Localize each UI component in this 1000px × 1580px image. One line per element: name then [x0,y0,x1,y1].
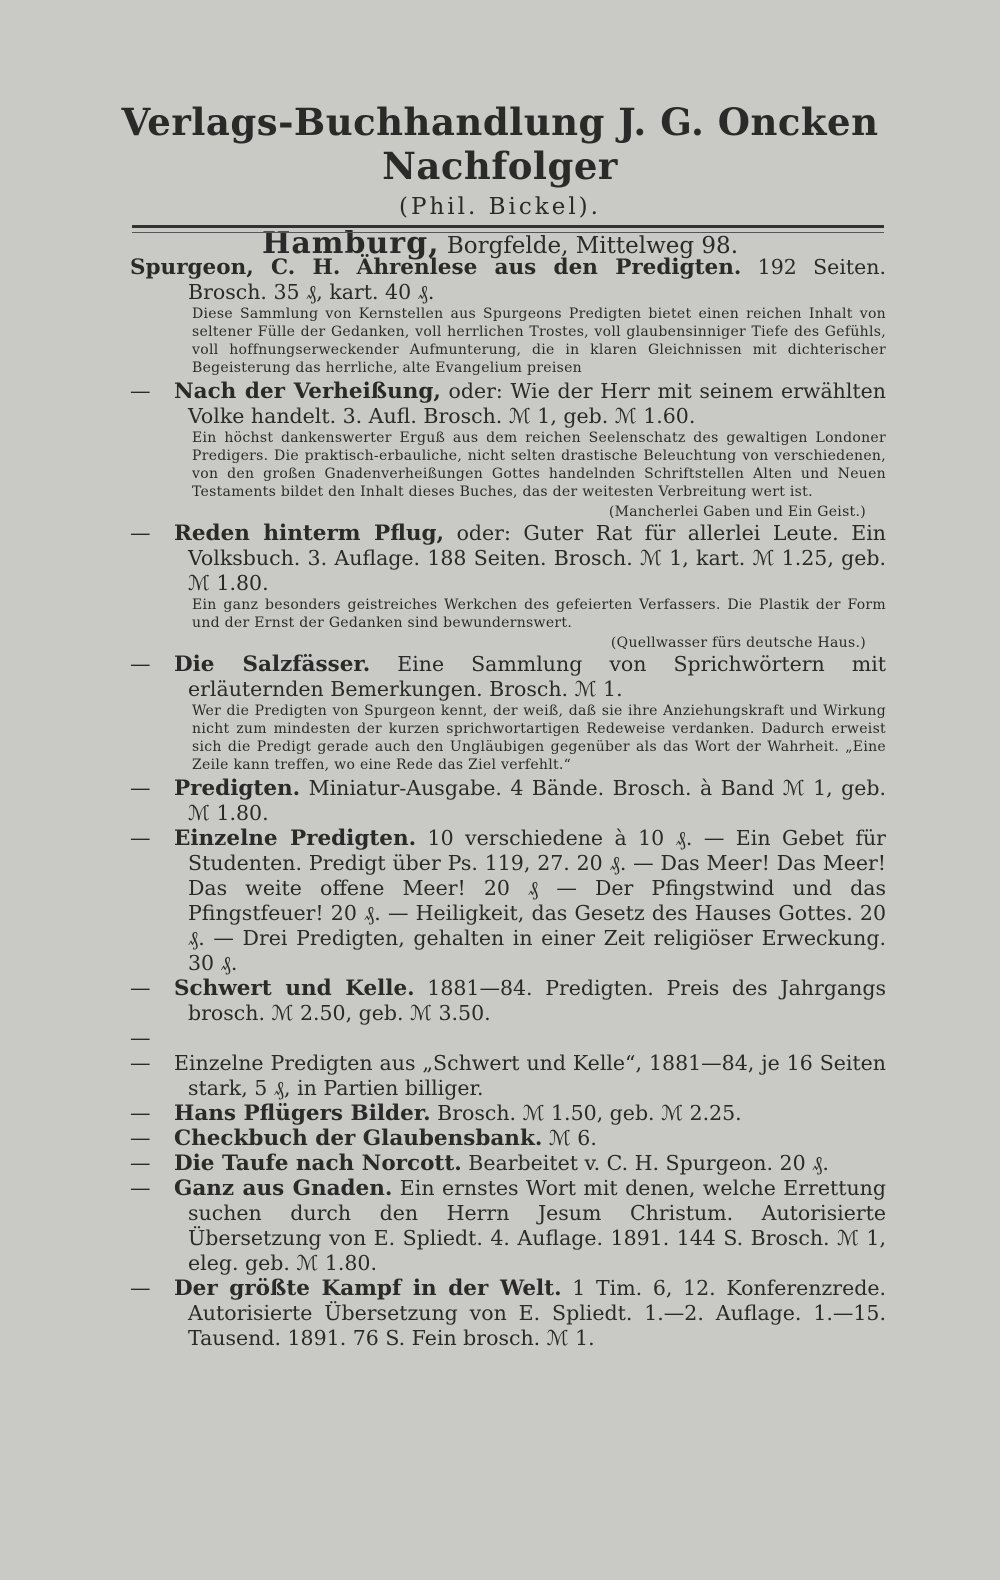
entry-main [130,1026,886,1101]
entry-dash: — [130,976,151,1000]
header-rule-thin [132,232,884,233]
book-entry [130,826,886,976]
entry-dash: — [130,652,151,676]
book-entry [130,1151,886,1176]
entry-text: Miniatur-Ausgabe. 4 Bände. Brosch. à Band ℳ 1, geb. ℳ 1.80. [188,776,886,825]
entry-main [130,776,886,826]
entry-main [130,255,886,305]
entry-title: Schwert und Kelle. [174,976,415,1001]
entry-description: Diese Sammlung von Kernstellen aus Spurgeons Predigten bietet einen reichen Inhalt von seltener Fülle der Gedanken, voll herrlichen Trostes, voll glaubensinniger Tiefe des Gefühls, voll hoffnungserweckender Aufmunterung, die in klaren Gleichnissen mit dichterischer Begeisterung das herrliche, alte Evangelium preisen [192,306,886,376]
entry-dash: — [130,379,151,403]
entry-text: 192 Seiten. Brosch. 35 ₰, kart. 40 ₰. [188,255,886,304]
entry-dash: — [130,1276,151,1300]
entry-text: 10 verschiedene à 10 ₰. — Ein Gebet für Studenten. Predigt über Ps. 119, 27. 20 ₰. — Das Meer! Das Meer! Das weite offene Meer! 20 ₰ — Der Pfingstwind und das Pfingstfeuer! 20 ₰. — Heiligkeit, das Gesetz des Hauses Gottes. 20 ₰. — Drei Predigten, gehalten in einer Zeit religiöser Erweckung. 30 ₰. [188,826,886,975]
entry-title: Der größte Kampf in der Welt. [174,1276,562,1301]
book-entry [130,976,886,1026]
publisher-street: Borgfelde, Mittelweg 98. [446,233,739,259]
book-entry [130,521,886,652]
entry-title: Ganz aus Gnaden. [174,1176,393,1201]
book-entry [130,1026,886,1101]
entry-main [130,379,886,429]
entry-title: Einzelne Predigten. [174,826,417,851]
entry-title: Die Salzfässer. [174,652,371,677]
entry-title: Die Taufe nach Norcott. [174,1151,462,1176]
entry-description: Ein höchst dankenswerter Erguß aus dem reichen Seelenschatz des gewaltigen Londoner Predigers. Die praktisch-erbauliche, nicht selten drastische Beleuchtung von verschiedenen, von den großen Gnadenverheißungen Gottes handelnden Schriftstellen Alten und Neuen Testaments bildet den Inhalt dieses Buches, das der weitesten Verbreitung wert ist. [192,430,886,500]
publisher-city: Hamburg, [261,226,440,261]
entry-text: 1881—84. Predigten. Preis des Jahrgangs brosch. ℳ 2.50, geb. ℳ 3.50. [188,976,886,1025]
entry-dash: — [130,521,151,545]
entry-title: Hans Pflügers Bilder. [174,1101,431,1126]
publisher-owner: (Phil. Bickel). [399,194,601,220]
book-entry [130,1276,886,1351]
entry-title: Ährenlese aus den Predigten. [356,255,742,280]
book-entry [130,379,886,521]
entry-text: Bearbeitet v. C. H. Spurgeon. 20 ₰. [468,1151,829,1175]
book-entry [130,255,886,377]
entry-main [130,1101,886,1126]
entry-main [130,826,886,976]
entry-main [130,1176,886,1276]
entry-main [130,652,886,702]
entry-text: Einzelne Predigten aus „Schwert und Kelle“, 1881—84, je 16 Seiten stark, 5 ₰, in Partien billiger. [174,1051,886,1100]
entry-title: Checkbuch der Glaubensbank. [174,1126,543,1151]
entry-title: Reden hinterm Pflug, [174,521,445,546]
publisher-header [0,100,1000,261]
entry-main [130,976,886,1026]
publisher-name: Verlags-Buchhandlung J. G. Oncken Nachfolger [121,100,879,188]
entry-main [130,1276,886,1351]
entry-text: Brosch. ℳ 1.50, geb. ℳ 2.25. [437,1101,742,1125]
entry-author: Spurgeon, C. H. [130,255,341,280]
entry-dash: — [130,1151,151,1175]
entry-text: oder: Guter Rat für allerlei Leute. Ein Volksbuch. 3. Auflage. 188 Seiten. Brosch. ℳ 1, kart. ℳ 1.25, geb. ℳ 1.80. [188,521,886,595]
book-entry [130,1176,886,1276]
entry-description: Ein ganz besonders geistreiches Werkchen des gefeierten Verfassers. Die Plastik der Form und der Ernst der Gedanken sind bewundernswert. [192,597,886,631]
entry-dash: — — [130,1026,151,1075]
book-entry [130,1126,886,1151]
book-entry [130,652,886,774]
entry-dash: — [130,1176,151,1200]
entry-dash: — [130,1101,151,1125]
header-rule [132,225,884,228]
book-list [130,255,886,1351]
entry-description: Wer die Predigten von Spurgeon kennt, der weiß, daß sie ihre Anziehungskraft und Wirkung nicht zum mindesten der kurzen sprichwortartigen Redeweise verdanken. Dadurch erweist sich die Predigt gerade auch den Ungläubigen gegenüber als das Wort der Wahrheit. „Eine Zeile kann treffen, wo eine Rede das Ziel verfehlt.“ [192,703,886,773]
book-entry [130,776,886,826]
book-entry [130,1101,886,1126]
entry-text: Ein ernstes Wort mit denen, welche Errettung suchen durch den Herrn Jesum Christum. Autorisierte Übersetzung von E. Spliedt. 4. Auflage. 1891. 144 S. Brosch. ℳ 1, eleg. geb. ℳ 1.80. [188,1176,886,1275]
entry-text: Eine Sammlung von Sprichwörtern mit erläuternden Bemerkungen. Brosch. ℳ 1. [188,652,886,701]
entry-dash: — [130,776,151,800]
entry-main [130,1126,886,1151]
entry-title: Predigten. [174,776,301,801]
entry-main [130,1151,886,1176]
entry-dash: — [130,1126,151,1150]
entry-title: Nach der Verheißung, [174,379,441,404]
entry-main [130,521,886,596]
entry-source: (Mancherlei Gaben und Ein Geist.) [608,504,866,520]
entry-text: 1 Tim. 6, 12. Konferenzrede. Autorisierte Übersetzung von E. Spliedt. 1.—2. Auflage. 1.—15. Tausend. 1891. 76 S. Fein brosch. ℳ 1. [188,1276,886,1350]
entry-text: ℳ 6. [548,1126,597,1150]
entry-source: (Quellwasser fürs deutsche Haus.) [610,635,866,651]
entry-dash: — [130,826,151,850]
entry-text: oder: Wie der Herr mit seinem erwählten Volke handelt. 3. Aufl. Brosch. ℳ 1, geb. ℳ 1.60. [188,379,886,428]
